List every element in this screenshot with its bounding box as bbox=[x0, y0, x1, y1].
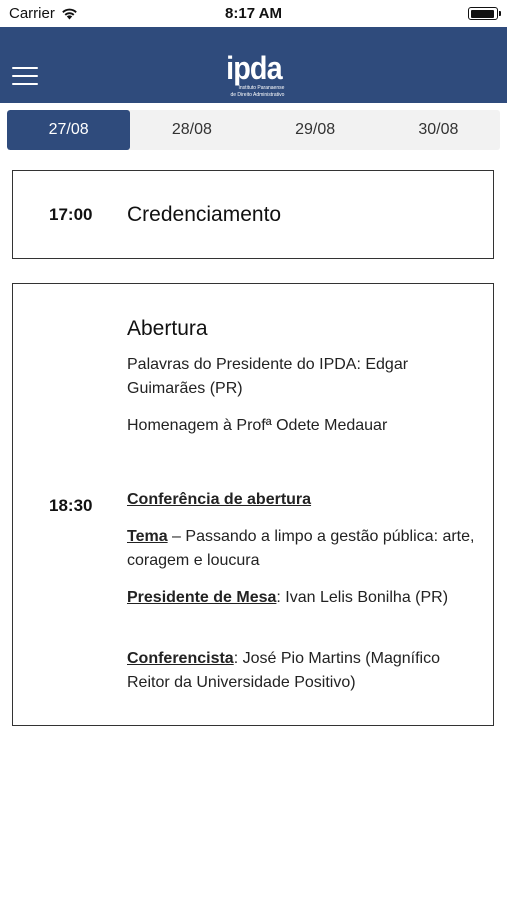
date-tabs bbox=[7, 110, 500, 150]
conferencista-line bbox=[127, 647, 487, 695]
carrier-label: Carrier bbox=[9, 5, 55, 22]
presidente-text: : Ivan Lelis Bonilha (PR) bbox=[276, 589, 449, 606]
schedule-time: 17:00 bbox=[49, 205, 93, 224]
tab-27-08[interactable]: 27/08 bbox=[7, 110, 130, 150]
abertura-line-1: Palavras do Presidente do IPDA: Edgar Guimarães (PR) bbox=[127, 356, 409, 397]
logo-subtitle-1: Instituto Paranaense bbox=[238, 85, 285, 91]
conference-title: Conferência de abertura bbox=[127, 491, 312, 508]
presidente-line bbox=[127, 586, 487, 610]
status-time: 8:17 AM bbox=[225, 5, 282, 22]
logo-text: ipda bbox=[225, 50, 282, 86]
header-bar bbox=[0, 27, 507, 103]
abertura-line-2: Homenagem à Profª Odete Medauar bbox=[127, 417, 388, 434]
schedule-title: Abertura bbox=[127, 317, 208, 340]
logo-subtitle-2: de Direito Administrativo bbox=[230, 92, 285, 98]
tema-text: – Passando a limpo a gestão pública: arte, coragem e loucura bbox=[127, 528, 475, 569]
conferencista-label: Conferencista bbox=[127, 650, 234, 667]
schedule-title: Credenciamento bbox=[127, 203, 282, 226]
tab-30-08[interactable]: 30/08 bbox=[418, 121, 459, 138]
presidente-label: Presidente de Mesa bbox=[127, 589, 277, 606]
schedule-item-abertura bbox=[12, 283, 494, 726]
tab-29-08[interactable]: 29/08 bbox=[295, 121, 336, 138]
tema-label: Tema bbox=[127, 528, 168, 545]
ipda-logo bbox=[0, 50, 507, 101]
schedule-item-credenciamento bbox=[12, 170, 494, 259]
conference-heading bbox=[127, 488, 487, 512]
conferencista-text: : José Pio Martins (Magnífico Reitor da Universidade Positivo) bbox=[127, 650, 440, 691]
status-bar bbox=[0, 0, 507, 27]
schedule-time: 18:30 bbox=[49, 496, 93, 515]
tema-line bbox=[127, 525, 487, 573]
tab-28-08[interactable]: 28/08 bbox=[171, 121, 212, 138]
battery-icon bbox=[468, 7, 498, 20]
